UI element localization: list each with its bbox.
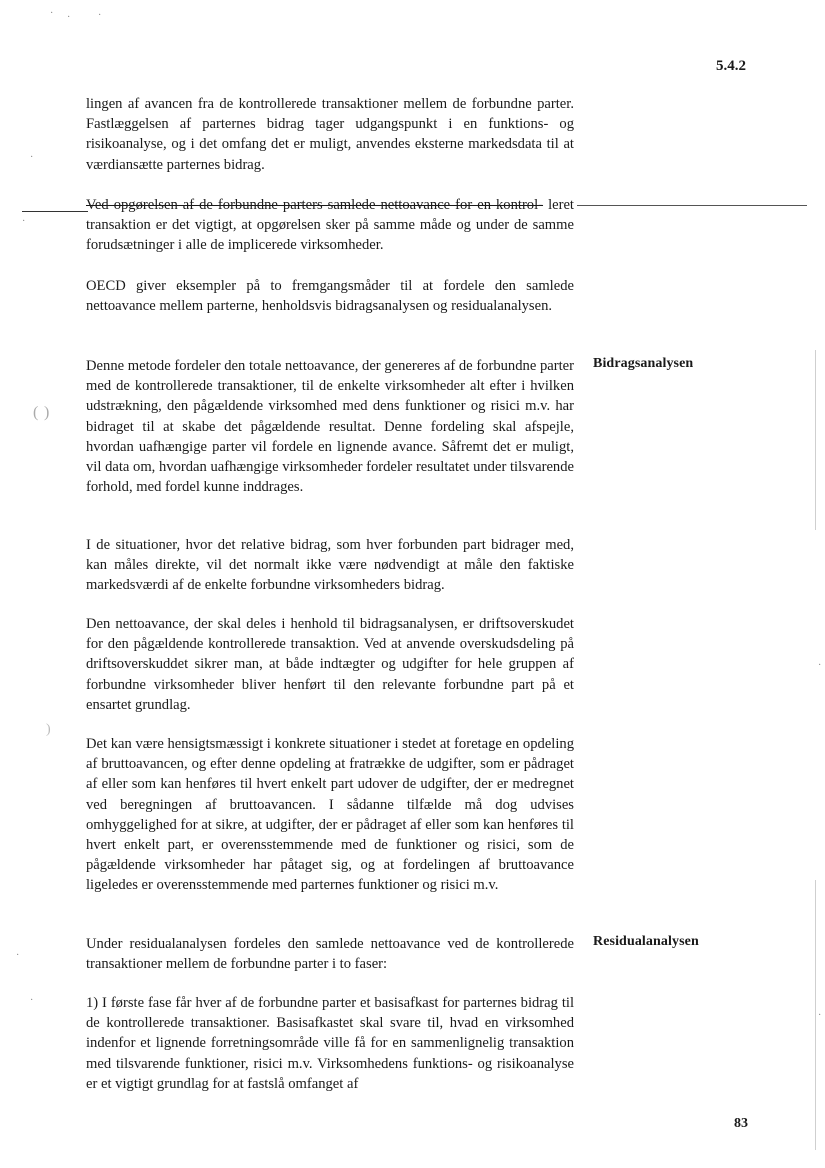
scan-speck: · — [50, 8, 54, 19]
section-number: 5.4.2 — [716, 58, 746, 74]
scan-edge-line — [815, 350, 816, 530]
paragraph-4: Denne metode fordeler den totale nettoavance, der genereres af de forbundne parter med de kontrollerede transaktioner, til de enkelte virksomheder alt efter i hvilken udstrækning, den pågældende virksomhed med dens funktioner og risici m.v. har bidraget til at skabe det pågældende resultat. Denne fordeling skal afspejle, hvordan uafhængige parter vil fordele en lignende avance. Såfremt det er muligt, vil data om, hvordan uafhængige virksomheder fordeler resultatet under tilsvarende forhold, med fordel kunne inddrages. — [86, 358, 574, 496]
margin-heading-bidragsanalysen: Bidragsanalysen — [593, 356, 694, 371]
scan-speck: · — [30, 152, 34, 163]
scan-mark: ( — [33, 404, 39, 421]
margin-rule-left — [22, 211, 88, 212]
paragraph-9: 1) I første fase får hver af de forbundne parter et basisafkast for parternes bidrag til de kontrollerede transaktioner. Basisafkastet skal svare til, hvad en virksomhed indenfor et lignende forretningsområde ville få for en sammenlignelig transaktion med tilsvarende funktioner, risici m.v. Virksomhedens funktions- og risikoanalyse er et vigtigt grundlag for at fastslå omfanget af — [86, 995, 574, 1092]
scan-speck: · — [16, 950, 20, 961]
scan-speck: · — [30, 995, 34, 1006]
scan-speck: · — [98, 10, 102, 21]
scan-speck: · — [818, 1010, 822, 1021]
paragraph-6: Den nettoavance, der skal deles i henhold til bidragsanalysen, er driftsoverskudet for den pågældende kontrollerede transaktion. Ved at anvende overskudsdeling på driftsoverskuddet sikrer man, at både indtægter og udgifter for hele gruppen af forbundne virksomheder bliver henført til den relevante forbundne part på et ensartet grundlag. — [86, 616, 574, 713]
paragraph-2-text: leret transaktion er det vigtigt, at opgørelsen sker på samme måde og under de samme forudsætninger i alle de implicerede virksomheder. — [86, 197, 574, 254]
scan-mark: ) — [44, 404, 50, 421]
page-number: 83 — [734, 1116, 748, 1131]
scan-edge-line — [815, 880, 816, 1150]
paragraph-2 — [86, 195, 574, 256]
paragraph-1: lingen af avancen fra de kontrollerede transaktioner mellem de forbundne parter. Fastlæggelsen af parternes bidrag tager udgangspunkt i en funktions- og risikoanalyse, og i det omfang det er muligt, anvendes eksterne markedsdata til at værdiansætte parternes bidrag. — [86, 96, 574, 173]
paragraph-3: OECD giver eksempler på to fremgangsmåder til at fordele den samlede nettoavance mellem parterne, henholdsvis bidragsanalysen og residualanalysen. — [86, 278, 574, 315]
margin-rule-right — [577, 205, 807, 206]
scan-speck: · — [22, 216, 26, 227]
paragraph-5: I de situationer, hvor det relative bidrag, som hver forbunden part bidrager med, kan måles direkte, vil det normalt ikke være nødvendigt at måle den faktiske markedsværdi af de enkelte forbundne virksomheders bidrag. — [86, 537, 574, 594]
scan-mark: ) — [46, 722, 51, 737]
paragraph-8: Under residualanalysen fordeles den samlede nettoavance ved de kontrollerede transaktioner mellem de forbundne parter i to faser: — [86, 936, 574, 973]
paragraph-7: Det kan være hensigtsmæssigt i konkrete situationer i stedet at foretage en opdeling af bruttoavancen, og efter denne opdeling at fratrække de udgifter, som er pådraget af eller som kan henføres til hvert enkelt part udover de udgifter, der er medregnet ved beregningen af bruttoavancen. I sådanne tilfælde må dog udvises omhyggelighed for at sikre, at udgifter, der er pådraget af eller som kan henføres til hvert enkelt part, er overensstemmende med de funktioner og risici, som de pågældende virksomheder har påtaget sig, og at fordelingen af bruttoavance ligeledes er overensstemmende med parternes funktioner og risici m.v. — [86, 736, 574, 894]
scan-speck: · — [818, 660, 822, 671]
scan-speck: · — [67, 12, 71, 23]
margin-heading-residualanalysen: Residualanalysen — [593, 934, 699, 949]
struck-text: Ved opgørelsen af de forbundne parters samlede nettoavance for en kontrol- — [86, 197, 544, 213]
